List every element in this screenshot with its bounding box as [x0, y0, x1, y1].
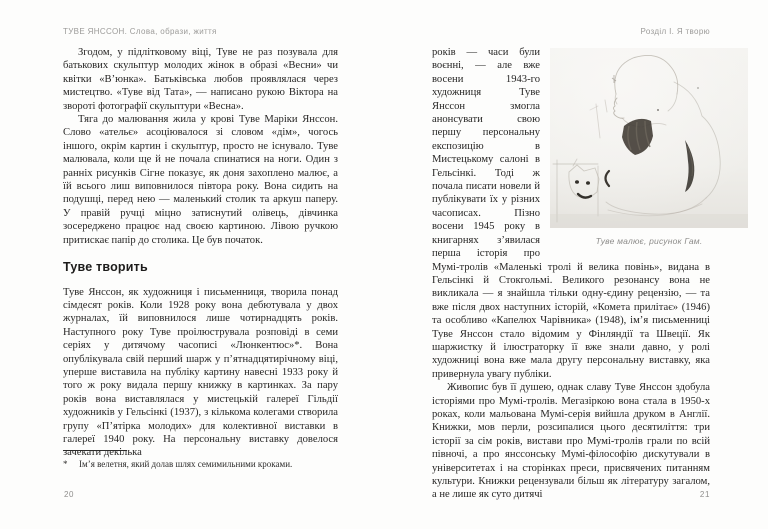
page-number-left: 20: [64, 490, 75, 499]
footnote-divider: [63, 450, 127, 451]
running-head-left: ТУВЕ ЯНССОН. Слова, образи, життя: [63, 27, 217, 36]
right-page-text: [432, 46, 710, 502]
page-number-right: 21: [699, 490, 710, 499]
paragraph: років — часи були воєнні, — але вже восени 1943-го художниця Туве Янссон змогла анонсувати свою першу персональну експозицію в Мистецькому салоні в Гельсінкі. Тоді ж почала писати новели й публікувати їх у різних часописах. Пізно восени 1945 року в книгарнях з’явилася перша історія про Мумі-тролів «Маленькі тролі й велика повінь», видана в Гельсінкі й Стокгольмі. Великого резонансу вона не викликала — я знайшла тільки одну-єдину рецензію, — та вже після двох наступних історій, «Комета прилітає» (1946) та особливо «Капелюх Чарівника» (1948), ім’я письменниці Туве Янссон стало відомим у Фінляндії та Швеції. Як шаржистку й ілюстраторку її вже знали давно, у ролі художниці вона вже мала другу персональну виставку, яка привернула увагу публіки.: [432, 47, 710, 380]
figure-sketch: [550, 48, 748, 248]
sketch-image: [550, 48, 748, 228]
left-page-text: [63, 46, 338, 460]
paragraph: Живопис був її душею, однак славу Туве Янссон здобула історіями про Мумі-тролів. Мегазіркою вона стала в 1950-х роках, коли мальована Мумі-серія вийшла друком в Англії. Книжки, мов перли, розсипалися цього десятиліття: три історії за сім років, вистави про Мумі-тролів грали по всій півночі, а про янссонську Мумі-філософію дискутували в університетах і на сторінках преси, присвячених питанням культури. Книжки рецензували більш як літературу загалом, а не лише як суто дитячі: [432, 382, 710, 501]
running-head-right: Розділ І. Я творю: [640, 27, 710, 36]
paragraph: Згодом, у підлітковому віці, Туве не раз позувала для батькових скульптур молодих жінок в образі «Весни» чи квітки «В’юнка». Батьківська любов проявлялася через мистецтво. «Туве від Тата», — написано рукою Віктора на звороті фотографії скульптури «Весна».: [63, 47, 338, 112]
paragraph: Туве Янссон, як художниця і письменниця, творила понад сімдесят років. Коли 1928 року вона дебютувала у двох журналах, їй виповнилося лише чотирнадцять років. Наступного року Туве проілюструвала розповіді в семи серіях у дитячому часописі «Люнкентюс»*. Вона опублікувала свій перший шарж у п’ятнадцятирічному віці, уперше виставила на публіку картину навесні 1933 року й того ж року видала першу книжку в картинках. За пару років вона виставлялася у мистецькій галереї Гільдії художників у Гельсінкі (1937), з кількома колегами створила групу «П’ятірка молодих» для колективної виставки в галереї 1940 року. На персональну виставку довелося зачекати декілька: [63, 286, 338, 459]
footnote-marker: *: [63, 459, 68, 469]
section-heading: Туве творить: [63, 260, 148, 275]
figure-caption: Туве малює, рисунок Гам.: [595, 236, 703, 246]
paragraph: Тяга до малювання жила у крові Туве Маріки Янссон. Слово «ательє» асоціювалося зі словом «дім», чогось іншого, окрім картин і скульптур, просто не існувало. Туве малювала, коли ще й не почала спинатися на ноги. Один з ранніх рисунків Сігне показує, як доня захоплено малює, а їй всього лиш виповнилося півтора року. Вона сидить на подушці, перед нею — маленький столик та аркуш паперу. У правій ручці міцно затиснутий олівець, дівчинка зосереджено працює над своєю картиною. Лівою ручкою притискає папір до столика. Це був початок.: [63, 114, 338, 246]
footnote: [63, 450, 338, 471]
footnote-text: Ім’я велетня, який долав шлях семимильними кроками.: [79, 459, 293, 469]
